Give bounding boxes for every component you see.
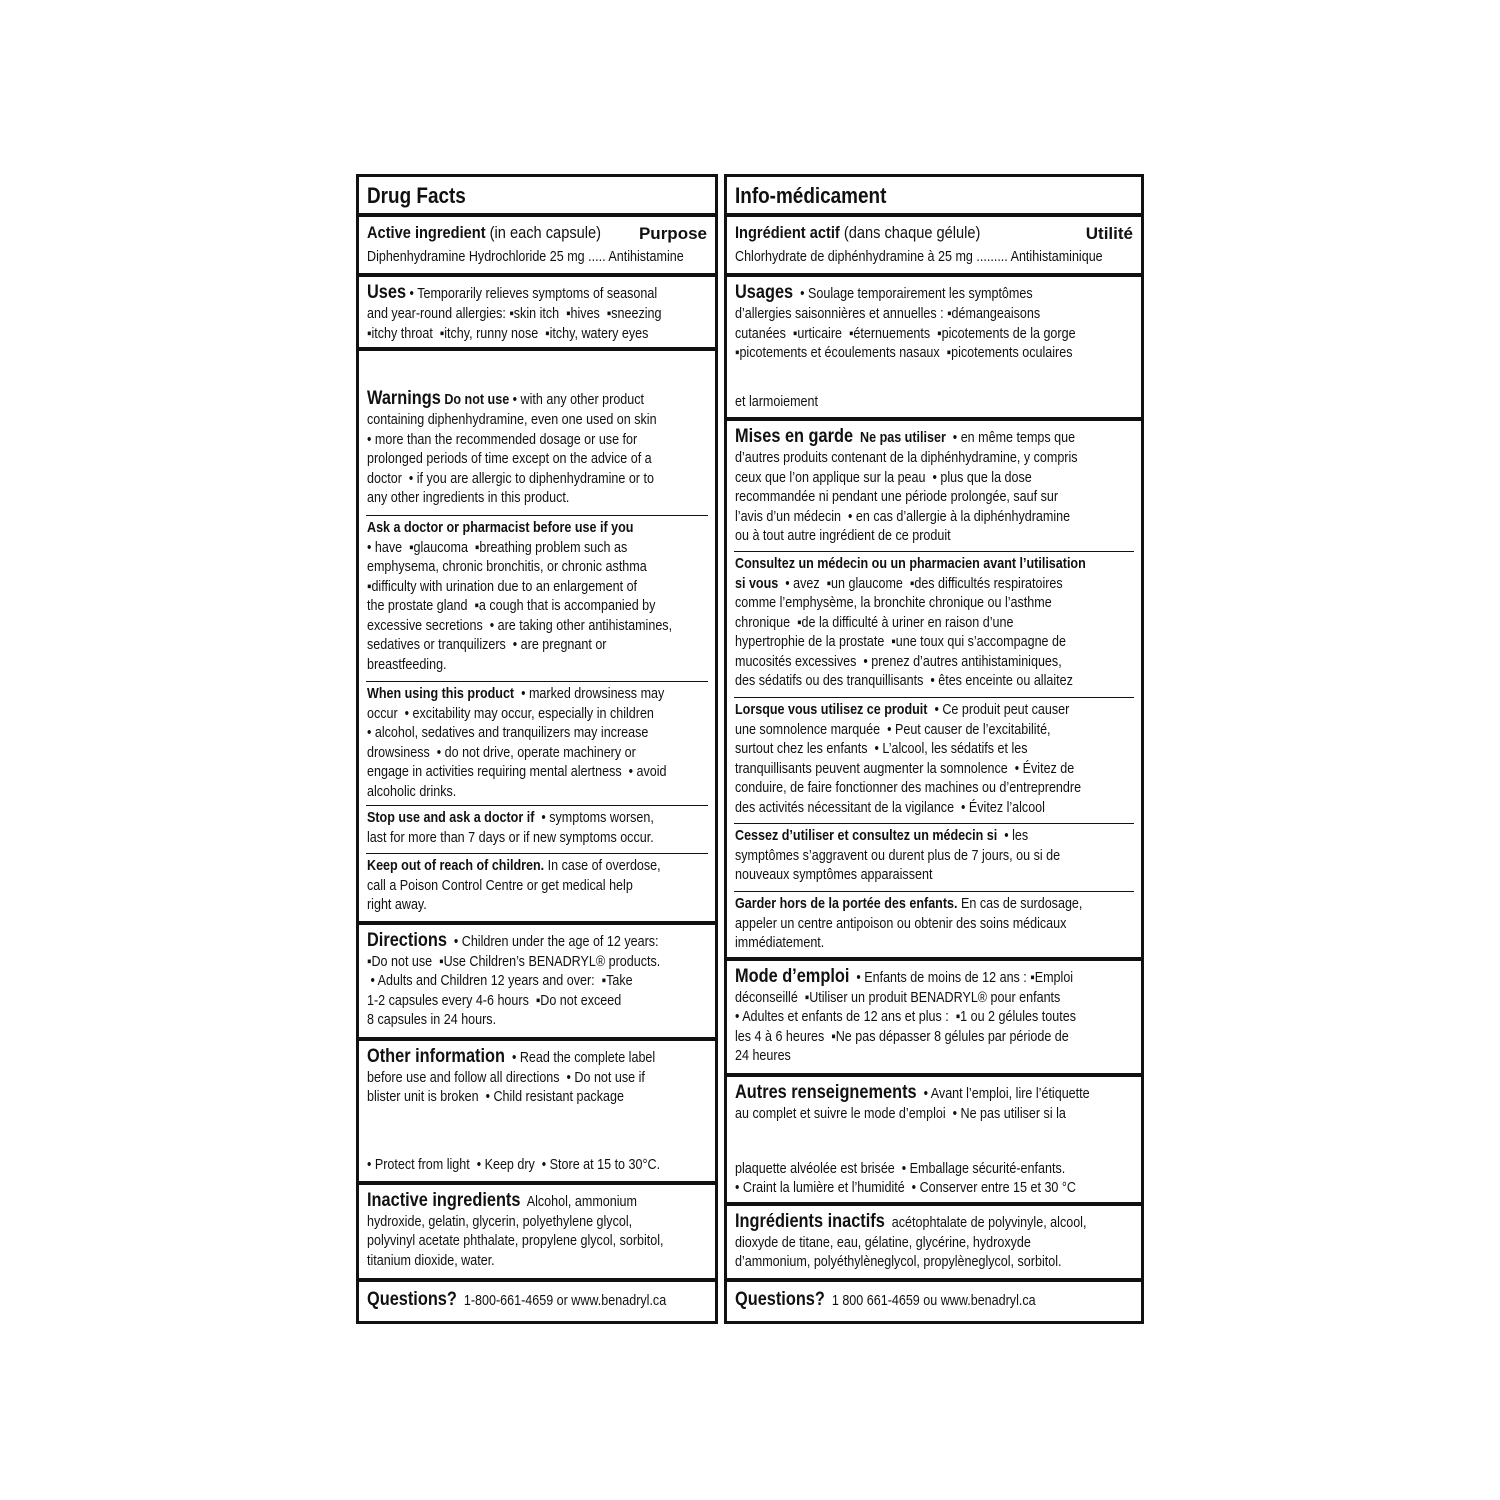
dir-line-2: déconseillé ▪Utiliser un produit BENADRYL® pour enfants: [735, 990, 1061, 1006]
ask-line-5: the prostate gland ▪a cough that is accompanied by: [367, 598, 656, 614]
questions-line: Questions? 1-800-661-4659 or www.benadryl.ca: [367, 1289, 667, 1310]
purpose-heading: Purpose: [638, 224, 707, 243]
drug-facts-panel-english: [356, 174, 718, 1324]
inactive-line-2: dioxyde de titane, eau, gélatine, glycérine, hydroxyde: [735, 1235, 1031, 1251]
panel-title: Info-médicament: [735, 183, 887, 208]
other-line-4: • Craint la lumière et l’humidité • Conserver entre 15 et 30 °C: [735, 1180, 1076, 1196]
when-line-2: une somnolence marquée • Peut causer de l’excitabilité,: [735, 722, 1051, 738]
other-line-2: before use and follow all directions • Do not use if: [367, 1070, 645, 1086]
ask-doctor-section: [366, 515, 708, 681]
warnings-line-3: • more than the recommended dosage or use for: [367, 432, 638, 448]
dir-line-1: Directions • Children under the age of 12 years:: [367, 930, 659, 951]
dir-line-5: 24 heures: [735, 1048, 791, 1064]
panel-title: Drug Facts: [367, 183, 466, 208]
drug-facts-panel-french: [724, 174, 1144, 1324]
active-ingredient-line: Chlorhydrate de diphénhydramine à 25 mg ......... Antihistaminique: [735, 249, 1103, 265]
ask-line-4: chronique ▪de la difficulté à uriner en raison d’une: [735, 615, 1014, 631]
uses-line-1: Usages • Soulage temporairement les symptômes: [735, 282, 1033, 303]
warnings-section: [359, 347, 715, 513]
when-using-section: [366, 681, 708, 805]
ask-doctor-heading: Ask a doctor or pharmacist before use if you: [367, 520, 634, 536]
when-line-6: alcoholic drinks.: [367, 784, 457, 800]
other-information-section: [727, 1073, 1141, 1203]
ask-line-7: des sédatifs ou des tranquillisants • êtes enceinte ou allaitez: [735, 673, 1073, 689]
active-ingredient-section: [727, 213, 1141, 275]
other-information-section: [359, 1037, 715, 1183]
uses-line-4: ▪picotements et écoulements nasaux ▪picotements oculaires: [735, 345, 1073, 361]
inactive-ingredients-section: [727, 1202, 1141, 1280]
when-line-4: drowsiness • do not drive, operate machinery or: [367, 745, 636, 761]
uses-line-3: cutanées ▪urticaire ▪éternuements ▪picotements de la gorge: [735, 326, 1076, 342]
other-line-3: blister unit is broken • Child resistant package: [367, 1089, 624, 1105]
ask-line-4: ▪difficulty with urination due to an enlargement of: [367, 579, 638, 595]
active-ingredient-section: [359, 213, 715, 275]
when-line-5: conduire, de faire fonctionner des machines ou d’entreprendre: [735, 780, 1082, 796]
when-line-3: surtout chez les enfants • L’alcool, les sédatifs et les: [735, 741, 1028, 757]
ask-line-6: excessive secretions • are taking other antihistamines,: [367, 618, 673, 634]
keep-line-3: right away.: [367, 897, 427, 913]
stop-use-section: [734, 823, 1134, 891]
ask-line-8: breastfeeding.: [367, 657, 447, 673]
ask-line-6: mucosités excessives • prenez d’autres antihistaminiques,: [735, 654, 1062, 670]
questions-section: [727, 1278, 1141, 1321]
keep-line-2: call a Poison Control Centre or get medical help: [367, 878, 633, 894]
dir-line-4: 1-2 capsules every 4-6 hours ▪Do not exceed: [367, 993, 622, 1009]
uses-line-5: et larmoiement: [735, 394, 819, 410]
uses-line-3: ▪itchy throat ▪itchy, runny nose ▪itchy, watery eyes: [367, 326, 649, 342]
uses-line-2: d’allergies saisonnières et annuelles : ▪démangeaisons: [735, 306, 1041, 322]
purpose-heading: Utilité: [1085, 224, 1133, 243]
keep-out-section: [366, 853, 708, 921]
active-ingredient-line: Diphenhydramine Hydrochloride 25 mg ..... Antihistamine: [367, 249, 684, 265]
keep-line-1: Keep out of reach of children. In case of overdose,: [367, 858, 661, 874]
other-line-1: Other information • Read the complete label: [367, 1046, 656, 1067]
other-line-3: plaquette alvéolée est brisée • Emballage sécurité-enfants.: [735, 1161, 1066, 1177]
dir-line-3: • Adultes et enfants de 12 ans et plus : ▪1 ou 2 gélules toutes: [735, 1009, 1076, 1025]
inactive-line-3: polyvinyl acetate phthalate, propylene glycol, sorbitol,: [367, 1233, 664, 1249]
inactive-line-4: titanium dioxide, water.: [367, 1253, 495, 1269]
dir-line-4: les 4 à 6 heures ▪Ne pas dépasser 8 gélules par période de: [735, 1029, 1069, 1045]
active-ingredient-heading: Active ingredient (in each capsule): [367, 223, 602, 242]
warnings-line-6: ou à tout autre ingrédient de ce produit: [735, 528, 951, 544]
questions-section: [359, 1278, 715, 1321]
when-using-section: [734, 697, 1134, 823]
dir-line-5: 8 capsules in 24 hours.: [367, 1012, 497, 1028]
inactive-line-1: Inactive ingredients Alcohol, ammonium: [367, 1190, 637, 1211]
uses-line-2: and year-round allergies: ▪skin itch ▪hives ▪sneezing: [367, 306, 662, 322]
warnings-line-5: l’avis d’un médecin • en cas d’allergie à la diphénhydramine: [735, 509, 1071, 525]
dir-line-1: Mode d’emploi • Enfants de moins de 12 ans : ▪Emploi: [735, 966, 1074, 987]
warnings-line-4: prolonged periods of time except on the advice of a: [367, 451, 652, 467]
warnings-line-1: Mises en garde Ne pas utiliser • en même temps que: [735, 426, 1076, 447]
inactive-ingredients-section: [359, 1181, 715, 1279]
ask-line-3: comme l’emphysème, la bronchite chronique ou l’asthme: [735, 595, 1052, 611]
uses-section: [359, 273, 715, 349]
keep-line-3: immédiatement.: [735, 935, 825, 951]
keep-line-1: Garder hors de la portée des enfants. En cas de surdosage,: [735, 896, 1083, 912]
ask-line-5: hypertrophie de la prostate ▪une toux qui s’accompagne de: [735, 634, 1066, 650]
when-line-2: occur • excitability may occur, especially in children: [367, 706, 654, 722]
when-line-3: • alcohol, sedatives and tranquilizers may increase: [367, 725, 649, 741]
stop-line-1: Cessez d’utiliser et consultez un médecin si • les: [735, 828, 1029, 844]
stop-line-1: Stop use and ask a doctor if • symptoms worsen,: [367, 810, 654, 826]
inactive-line-3: d’ammonium, polyéthylèneglycol, propylèneglycol, sorbitol.: [735, 1254, 1062, 1270]
when-line-5: engage in activities requiring mental alertness • avoid: [367, 764, 667, 780]
warnings-line-3: ceux que l’on applique sur la peau • plus que la dose: [735, 470, 1032, 486]
warnings-line-6: any other ingredients in this product.: [367, 490, 570, 506]
questions-line: Questions? 1 800 661-4659 ou www.benadryl.ca: [735, 1289, 1036, 1310]
warnings-line-1: Warnings Do not use • with any other product: [367, 388, 645, 409]
stop-line-3: nouveaux symptômes apparaissent: [735, 867, 933, 883]
ask-doctor-section: [734, 551, 1134, 697]
ask-line-3: emphysema, chronic bronchitis, or chronic asthma: [367, 559, 647, 575]
ask-line-2: si vous • avez ▪un glaucome ▪des difficultés respiratoires: [735, 576, 1063, 592]
dir-line-3: • Adults and Children 12 years and over: ▪Take: [367, 973, 633, 989]
when-line-4: tranquillisants peuvent augmenter la somnolence • Évitez de: [735, 761, 1075, 777]
inactive-line-1: Ingrédients inactifs acétophtalate de polyvinyle, alcool,: [735, 1211, 1087, 1232]
stop-line-2: symptômes s’aggravent ou durent plus de 7 jours, ou si de: [735, 848, 1061, 864]
inactive-line-2: hydroxide, gelatin, glycerin, polyethylene glycol,: [367, 1214, 633, 1230]
when-line-1: Lorsque vous utilisez ce produit • Ce produit peut causer: [735, 702, 1070, 718]
ask-doctor-heading: Consultez un médecin ou un pharmacien avant l’utilisation: [735, 556, 1086, 572]
dir-line-2: ▪Do not use ▪Use Children’s BENADRYL® products.: [367, 954, 661, 970]
keep-out-section: [734, 891, 1134, 957]
warnings-line-5: doctor • if you are allergic to diphenhydramine or to: [367, 471, 654, 487]
directions-section: [359, 921, 715, 1039]
warnings-section: [727, 417, 1141, 551]
ask-line-2: • have ▪glaucoma ▪breathing problem such as: [367, 540, 628, 556]
directions-section: [727, 957, 1141, 1075]
warnings-line-2: d’autres produits contenant de la diphénhydramine, y compris: [735, 450, 1078, 466]
when-line-1: When using this product • marked drowsiness may: [367, 686, 665, 702]
when-line-6: des activités nécessitant de la vigilance • Évitez l’alcool: [735, 800, 1045, 816]
stop-use-section: [366, 805, 708, 853]
other-line-1: Autres renseignements • Avant l’emploi, lire l’étiquette: [735, 1082, 1090, 1103]
other-line-2: au complet et suivre le mode d’emploi • Ne pas utiliser si la: [735, 1106, 1066, 1122]
warnings-line-2: containing diphenhydramine, even one used on skin: [367, 412, 657, 428]
uses-line-1: Uses • Temporarily relieves symptoms of seasonal: [367, 282, 658, 303]
ask-line-7: sedatives or tranquilizers • are pregnant or: [367, 637, 607, 653]
warnings-line-4: recommandée ni pendant une période prolongée, sauf sur: [735, 489, 1059, 505]
other-line-4: • Protect from light • Keep dry • Store at 15 to 30°C.: [367, 1157, 661, 1173]
uses-section: [727, 273, 1141, 419]
stop-line-2: last for more than 7 days or if new symptoms occur.: [367, 830, 654, 846]
active-ingredient-heading: Ingrédient actif (dans chaque gélule): [735, 223, 981, 242]
keep-line-2: appeler un centre antipoison ou obtenir des soins médicaux: [735, 916, 1067, 932]
